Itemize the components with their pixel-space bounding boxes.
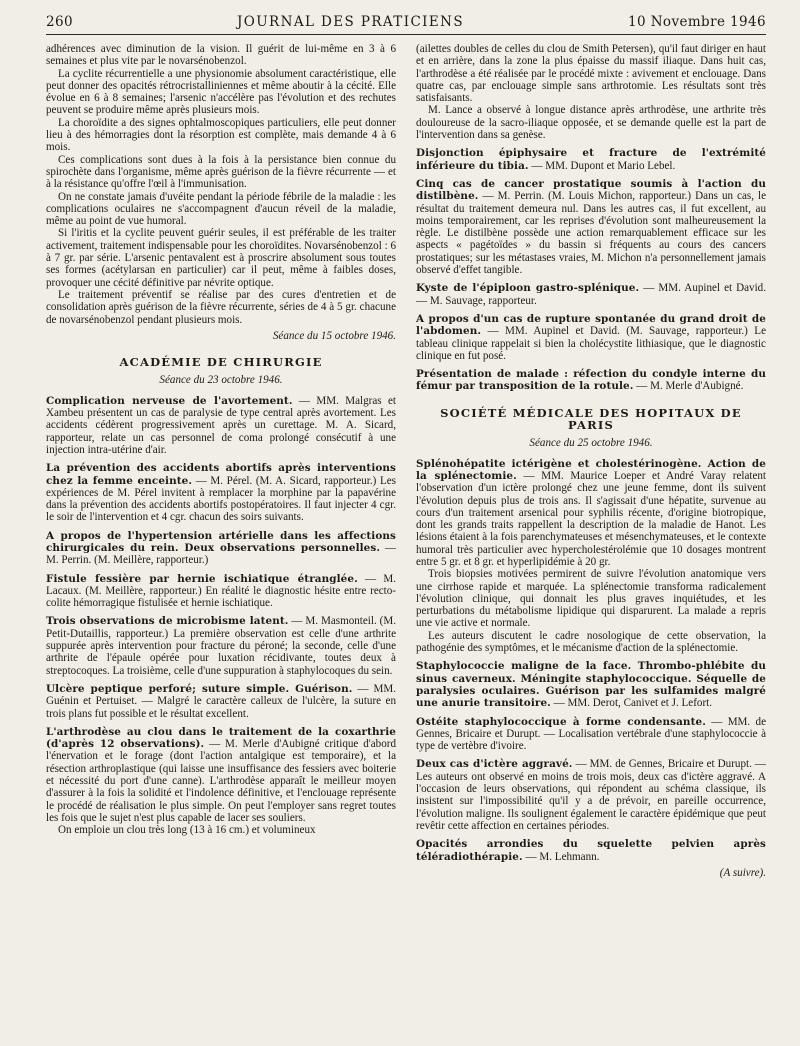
entry-title: L'arthrodèse au clou dans le traitement de la coxarthrie (d'après 12 observations). [46,725,396,751]
paragraph: La cyclite récurrentielle a une physionomie absolument caractéristique, elle peut donner des opacités rétrocristalliniennes et même aboutir à la cécité. Elle évolue en 6 à 8 semaines; l'arsenic n'accélère pas l'évolution et des rechutes peuvent se produire même après plusieurs mois. [46,67,396,117]
report-entry [46,683,396,720]
entry-title: Splénohépatite ictérigène et cholestérinogène. Action de la splénectomie. [416,457,766,482]
entry-title: Présentation de malade : réfection du condyle interne du fémur par transposition de la rotule. [416,368,766,393]
paragraph: On emploie un clou très long (13 à 16 cm.) et volumineux [58,824,316,837]
entry-title: Staphylococcie maligne de la face. Thrombo-phlébite du sinus caverneux. Méningite staphylococcique. Séquelle de paralysies oculaires. Guérison par les sulfamides malgré une anurie transitoire. [416,660,766,710]
entry-text: — MM. de Gennes, Bricaire et Durupt. — Localisation vertébrale d'une staphylococcie à type de vertèbre d'ivoire. [416,715,766,753]
report-entry [46,726,396,824]
entry-text: — MM. Dupont et Mario Lebel. [528,159,676,172]
entry-title: Kyste de l'épiploon gastro-splénique. [416,282,640,295]
entry-text: — MM. Aupinel et David. (M. Sauvage, rapporteur.) Le tableau clinique rappelait si bien la cholécystite lithiasique, que le diagnostic clinique en fut posé. [416,325,766,362]
entry-text: — M. Perrin. (M. Meillère, rapporteur.) [46,541,396,567]
page-number: 260 [46,14,73,30]
section-date: Séance du 23 octobre 1946. [159,374,283,387]
entry-title: A propos d'un cas de rupture spontanée du grand droit de l'abdomen. [416,312,766,338]
entry-text: — MM. Maurice Loeper et André Varay relatent l'observation d'un ictère prolongé chez une jeune femme, dont ils suivent l'évolution depuis plus de trois ans. Il s'agissait d'une hépatite, survenue au cours d'un traitement arsenical pour syphilis récente, d'origine biotropique, dont les grands traits rappellent la description de la maladie de Hanot. Les lésions étaient à la fois parenchymateuses et mésenchymateuses, et le contexte humoral très particulier avec hypercholestérolémie que 10 dosages montrent entre 5 gr. et 8 gr. et hyperlipidémie à 20 gr. [416,469,767,568]
report-entry [416,178,766,276]
entry-title: Complication nerveuse de l'avortement. [46,394,293,407]
report-entry [416,147,766,172]
paragraph: (ailettes doubles de celles du clou de Smith Petersen), qu'il faut diriger en haut et en arrière, dans la zone la plus épaisse du massif iliaque. Dans huit cas, l'arthrodèse a été réalisée par le procédé mixte : avivement et enclouage. Dans quatre cas, par enclouage simple sans arthrotomie. Les résultats sont très satisfaisants. [416,43,766,105]
report-entry [416,313,766,362]
two-column-body [46,43,766,879]
entry-text: — M. Masmonteil. (M. Petit-Dutaillis, rapporteur.) La première observation est celle d'une arthrite suppurée après intervention pour fracture du péroné; la seconde, celle d'une arthrite de l'épaule opérée pour luxation récidivante, toutes deux à streptocoques. La troisième, celle d'une suppuration à staphylocoques du sein. [46,615,396,677]
report-entry [416,282,766,307]
section-date: Séance du 25 octobre 1946. [529,437,653,450]
report-entry [416,458,766,569]
report-entry [416,660,766,709]
entry-title: Ulcère peptique perforé; suture simple. Guérison. [46,682,353,695]
section-heading: ACADÉMIE DE CHIRURGIE [119,355,323,370]
report-entry [46,615,396,676]
paragraph: Les auteurs discutent le cadre nosologique de cette observation, la pathogénie des symptômes, et le mécanisme d'action de la splénectomie. [416,629,766,655]
report-entry [416,838,766,863]
continued-note: (A suivre). [719,866,766,879]
entry-title: Cinq cas de cancer prostatique soumis à l'action du distilbène. [416,177,766,203]
entry-text: — M. Lehmann. [522,850,600,863]
entry-text: — MM. de Gennes, Bricaire et Durupt. — Les auteurs ont observé en moins de trois mois, deux cas d'ictère aggravé. A l'occasion de leurs observations, qui répondent au schéma classique, ils insistent sur l'impossibilité qu'il y a de prévoir, en pareille occurrence, l'évolution maligne. Ils soulignent également le caractère épidémique que peut revêtir cette affection en certaines périodes. [416,758,766,832]
report-entry [46,462,396,523]
entry-title: Disjonction épiphysaire et fracture de l'extrémité inférieure du tibia. [416,147,766,172]
entry-title: La prévention des accidents abortifs après interventions chez la femme enceinte. [46,462,396,487]
paragraph: M. Lance a observé à longue distance après arthrodèse, une arthrite très douloureuse de la sacro-iliaque opposée, et se demande quelle est la part de l'intervention dans sa genèse. [416,104,766,142]
report-entry [416,716,766,753]
right-column [416,43,766,879]
paragraph: Ces complications sont dues à la fois à la persistance bien connue du spirochète dans l'organisme, même après guérison de la fièvre récurrente — et à la résistance qu'offre l'œil à l'immunisation. [46,153,396,191]
entry-text: — MM. Aupinel et David. — M. Sauvage, rapporteur. [416,282,766,307]
entry-title: Opacités arrondies du squelette pelvien après téléradiothérapie. [416,838,766,863]
journal-title: JOURNAL DES PRATICIENS [236,14,465,30]
entry-title: Trois observations de microbisme latent. [46,615,289,628]
issue-date: 10 Novembre 1946 [628,14,766,30]
entry-title: Deux cas d'ictère aggravé. [416,758,573,771]
session-date: Séance du 15 octobre 1946. [272,329,396,342]
report-entry [46,573,396,610]
report-entry [416,758,766,832]
paragraph: Le traitement préventif se réalise par des cures d'entretien et de consolidation après guérison de la fièvre récurrente, séries de 4 à 5 gr. chacune de novarsénobenzol pendant plusieurs mois. [46,288,396,326]
paragraph: On ne constate jamais d'uvéite pendant la période fébrile de la maladie : les complications oculaires ne s'accompagnent d'aucun réveil de la maladie, même au point de vue humoral. [46,190,396,228]
paragraph: Trois biopsies motivées permirent de suivre l'évolution anatomique vers une cirrhose rapide et marquée. La splénectomie transforma radicalement l'évolution clinique, qui donnait les plus graves inquiétudes, et les perturbations du métabolisme lipidique qui disparurent. La malade a repris une vie active et normale. [416,568,766,630]
entry-text: — M. Merle d'Aubigné. [633,380,744,393]
report-entry [416,368,766,393]
report-entry [46,530,396,567]
paragraph: La choroïdite a des signes ophtalmoscopiques particuliers, elle peut donner lieu à des hémorragies dont la résorption est complète, mais demande 4 à 6 mois. [46,116,396,154]
entry-text: — MM. Derot, Canivet et J. Lefort. [550,697,713,710]
section-heading: SOCIÉTÉ MÉDICALE DES HOPITAUX DE PARIS [440,405,742,433]
entry-text: — M. Lacaux. (M. Meillère, rapporteur.) En réalité le diagnostic hésite entre recto-colite hémorragique fistulisée et hernie ischiatique. [46,572,396,610]
entry-text: — M. Pérel. (M. A. Sicard, rapporteur.) Les expériences de M. Pérel invitent à remplacer la morphine par la papavérine dans la prévention des accidents abortifs postopératoires. Il faut injecter 4 cgr. le soir de l'intervention et 4 cgr. chacun des soirs suivants. [46,474,396,524]
entry-title: Fistule fessière par hernie ischiatique étranglée. [46,572,358,585]
entry-text: — M. Perrin. (M. Louis Michon, rapporteur.) Dans un cas, le résultat du traitement demeura nul. Dans les autres cas, il fut excellent, au moins temporairement, car les reprises d'évolution sont malheureusement la règle. Le distilbène possède une action remarquablement efficace sur les aspects « pagétoïdes » du bassin si fréquents au cours des cancers prostatiques; sur les métastases vraies, M. Michon n'a personnellement jamais observé d'effet tangible. [416,190,766,277]
report-entry [46,395,396,456]
entry-text: — MM. Guénin et Pertuiset. — Malgré le caractère calleux de l'ulcère, la suture en trois plans fut possible et le résultat excellent. [46,682,396,720]
paragraph: adhérences avec diminution de la vision. Il guérit de lui-même en 3 à 6 semaines et plus vite par le novarsénobenzol. [46,43,396,68]
left-column [46,43,396,879]
paragraph: Si l'iritis et la cyclite peuvent guérir seules, il est préférable de les traiter activement, traitement indispensable pour les choroïdites. Novarsénobenzol : 6 à 7 gr. par série. L'arsenic pentavalent est à proscrire absolument sous toutes ses formes (acétylarsan en particulier) car il peut, même à faibles doses, provoquer une cécité définitive par névrite optique. [46,227,396,289]
entry-text: — M. Merle d'Aubigné critique d'abord l'énervation et le forage (dont l'action antalgique est temporaire), et la résection arthroplastique (qui laisse une insuffisance des fessiers avec boiterie et nécessité du port d'une canne). L'arthrodèse apparaît le meilleur moyen d'assurer à la fois la solidité et l'indolence définitive, et l'enclouage représente le procédé de réalisation le plus simple. On peut l'employer sans regret toutes les fois que le sujet n'est plus capable de lacer ses souliers. [46,738,396,824]
entry-text: — MM. Malgras et Xambeu présentent un cas de paralysie de type central après avortement. Les accidents cédèrent progressivement après un curettage. M. A. Sicard, rapporteur, relate un cas personnel de coma prolongé consécutif à une injection intra-utérine d'air. [46,394,396,456]
running-header [46,14,766,35]
entry-title: Ostéite staphylococcique à forme condensante. [416,715,706,728]
entry-title: A propos de l'hypertension artérielle dans les affections chirurgicales du rein. Deux observations personnelles. [46,529,396,554]
